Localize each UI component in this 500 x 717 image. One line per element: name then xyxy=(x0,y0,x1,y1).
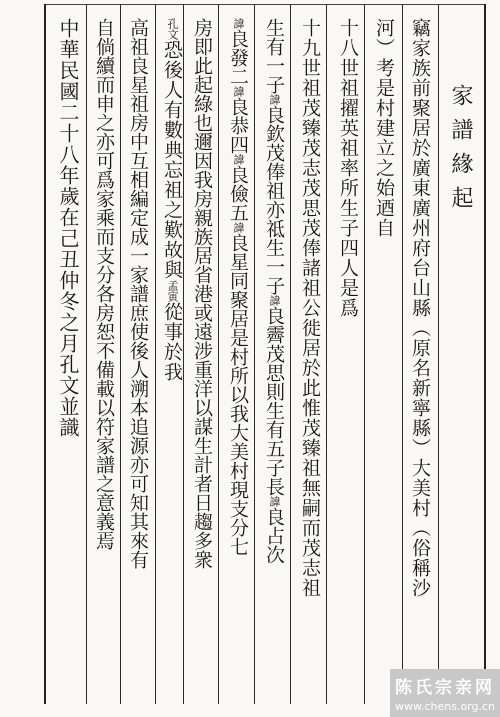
page-top-border xyxy=(44,4,486,5)
annotation-note: 諱 xyxy=(232,18,245,29)
text-column xyxy=(300,18,319,598)
column-rule xyxy=(326,4,327,704)
annotation-note: 諱 xyxy=(232,86,245,97)
column-segment: 房即此起綠也邇因我房親族居省港或遠涉重洋以謀生計者日趨多衆 xyxy=(191,18,213,569)
column-segment: 十九世祖茂臻茂志茂思茂俸諸祖公徙居於此惟茂臻祖無嗣而茂志祖 xyxy=(299,18,321,598)
text-column xyxy=(94,18,113,550)
annotation-note: 諱 xyxy=(268,295,281,306)
column-segment: 高祖良星祖房中互相編定成一家譜庶使後人溯本追源亦可知其來有 xyxy=(127,18,149,569)
text-column xyxy=(264,18,283,564)
page-left-border xyxy=(44,4,46,704)
text-column: 竊家族前聚居於廣東廣州府台山縣（原名新寧縣）大美村（俗稱沙 xyxy=(409,18,431,598)
annotation-note: 諱 xyxy=(268,496,281,507)
page-right-border xyxy=(484,4,486,704)
column-segment: 從事於我 xyxy=(161,302,183,382)
watermark-name: 陈氏宗亲网 xyxy=(395,678,495,698)
column-rule xyxy=(218,4,219,704)
annotation-note: 諱 xyxy=(232,222,245,233)
annotation-note: 孟寅 xyxy=(166,280,179,302)
column-segment: 自倘續而申之亦可爲家乘而支分各房恕不備載以符家譜之意義焉 xyxy=(93,18,115,550)
annotation-note: 諱 xyxy=(268,94,281,105)
text-column xyxy=(162,18,181,382)
text-column xyxy=(128,18,147,569)
column-rule xyxy=(155,4,156,704)
column-segment: 良欽茂俸祖亦祗生一子 xyxy=(263,105,285,295)
column-rule xyxy=(402,4,403,704)
annotation-note: 孔文 xyxy=(166,18,179,40)
watermark-url: www.chens.org.cn xyxy=(394,700,496,713)
column-rule xyxy=(254,4,255,704)
column-rule xyxy=(290,4,291,704)
column-segment: 生有一子 xyxy=(263,18,285,94)
column-segment: 良占次 xyxy=(263,507,285,564)
text-column: 十八世祖擢英祖率所生子四人是爲 xyxy=(337,18,359,318)
column-rule xyxy=(120,4,121,704)
column-segment: 良恭四 xyxy=(227,97,249,154)
document-title: 家譜緣起 xyxy=(448,84,473,220)
annotation-note: 諱 xyxy=(232,154,245,165)
column-segment: 恐後人有數典忘祖之歎故與 xyxy=(161,40,183,280)
column-segment: 良霽茂思則生有五子長 xyxy=(263,306,285,496)
column-segment: 良儉五 xyxy=(227,165,249,222)
column-rule xyxy=(86,4,87,704)
text-column xyxy=(228,18,247,556)
column-rule xyxy=(183,4,184,704)
column-segment: 良星同聚居是村所以我大美村現支分七 xyxy=(227,233,249,556)
text-column xyxy=(192,18,211,569)
site-watermark xyxy=(390,669,500,717)
signature-line: 中華民國二十八年歲在己丑仲冬之月孔文並識 xyxy=(56,18,80,438)
column-rule xyxy=(438,4,439,704)
text-column: 河）考是村建立之始迺自 xyxy=(373,18,395,238)
column-rule xyxy=(364,4,365,704)
column-segment: 良發二 xyxy=(227,29,249,86)
